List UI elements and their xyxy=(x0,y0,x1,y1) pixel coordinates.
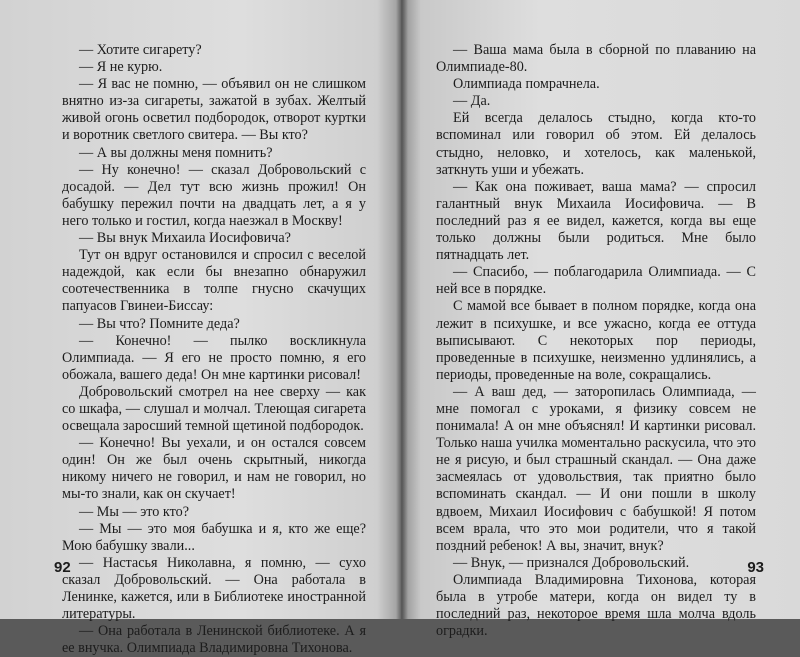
book-gutter xyxy=(396,0,408,619)
paragraph: — Ну конечно! — сказал Добровольский с досадой. — Дел тут всю жизнь прожил! Он бабушку пережил почти на двадцать лет, а я у него только и гостил, когда наезжал в Москву! xyxy=(62,161,366,229)
paragraph: — А вы должны меня помнить? xyxy=(79,144,273,161)
paragraph: — Как она поживает, ваша мама? — спросил галантный внук Михаила Иосифовича. — В последний раз я ее видел, кажется, когда вы еще только должны были родиться. Мне было пятнадцать лет. xyxy=(436,178,756,264)
page-number-left: 92 xyxy=(54,559,71,576)
paragraph: — Я вас не помню, — объявил он не слишком внятно из-за сигареты, зажатой в зубах. Желтый живой огонь осветил подбородок, отворот куртки и воротник светлого свитера. — Вы кто? xyxy=(62,76,366,144)
paragraph: — Я не курю. xyxy=(79,59,163,76)
paragraph: — Да. xyxy=(453,93,491,110)
paragraph: — А ваш дед, — затоpопилась Олимпиада, — мне помогал с уроками, я физику совсем не понимала! А он мне объяснял! И картинки рисовал. Только наша училка моментально раскусила, что это не я рисую, и был страшный скандал. — Она даже засмеялась от удовольствия, так приятно было вспоминать скандал. — И они пошли в школу вдвоем, Михаил Иосифович с бабушкой! Я потом всем врала, что это мои родители, что я такой поздний ребенок! А вы, значит, внук? xyxy=(436,383,756,554)
paragraph: — Мы — это кто? xyxy=(79,503,190,520)
paragraph: — Конечно! — пылко воскликнула Олимпиада. — Я его не просто помню, я его обожала, вашего деда! Он мне картинки рисовал! xyxy=(62,332,366,383)
paragraph: — Она работала в Ленинской библиотеке. А я ее внучка. Олимпиада Владимировна Тихонова. xyxy=(62,623,366,657)
paragraph: — Конечно! Вы уехали, и он остался совсем один! Он же был очень скрытный, никогда никому ничего не говорил, и нам не говорил, но мы-то знали, как он скучает! xyxy=(62,435,366,503)
paragraph: Добровольский смотрел на нее сверху — как со шкафа, — слушал и молчал. Тлеющая сигарета освещала заросший темной щетиной подбородок. xyxy=(62,383,366,435)
right-page xyxy=(401,0,800,640)
paragraph: Олимпиада Владимировна Тихонова, которая была в утробе матери, когда он видел ту в последний раз, некоторое время шла молча вдоль оградки. xyxy=(436,571,756,640)
paragraph: — Настасья Николавна, я помню, — сухо сказал Добровольский. — Она работала в Ленинке, кажется, или в Библиотеке иностранной литературы. xyxy=(62,554,366,623)
paragraph: Тут он вдруг остановился и спросил с веселой надеждой, как если бы внезапно обнаружил соотечественника в толпе гнусно скачущих папуасов Гвинеи-Биссау: xyxy=(62,247,366,315)
paragraph: — Внук, — признался Добровольский. xyxy=(453,554,690,571)
paragraph: — Мы — это моя бабушка и я, кто же еще? Мою бабушку звали... xyxy=(62,520,366,554)
paragraph: Ей всегда делалось стыдно, когда кто-то вспоминал или говорил об этом. Ей делалось стыдно, неловко, и хотелось, как маленькой, заткнуть уши и убежать. xyxy=(436,110,756,178)
paragraph: С мамой все бывает в полном порядке, когда она лежит в психушке, и все ужасно, когда ее оттуда выписывают. С некоторых пор периоды, проведенные в психушке, неизменно удлинялись, а периоды, проведенные на воле, сокращались. xyxy=(436,298,756,383)
paragraph: — Вы что? Помните деда? xyxy=(79,315,240,332)
paragraph: — Хотите сигарету? xyxy=(79,42,202,58)
left-page-text xyxy=(62,42,366,657)
page-number-right: 93 xyxy=(747,559,764,576)
paragraph: — Ваша мама была в сборной по плаванию на Олимпиаде-80. xyxy=(436,42,756,76)
right-page-text xyxy=(436,42,756,640)
paragraph: — Вы внук Михаила Иосифовича? xyxy=(79,230,291,247)
paragraph: — Спасибо, — поблагодарила Олимпиада. — С ней все в порядке. xyxy=(436,264,756,298)
paragraph: Олимпиада помрачнела. xyxy=(453,76,600,93)
